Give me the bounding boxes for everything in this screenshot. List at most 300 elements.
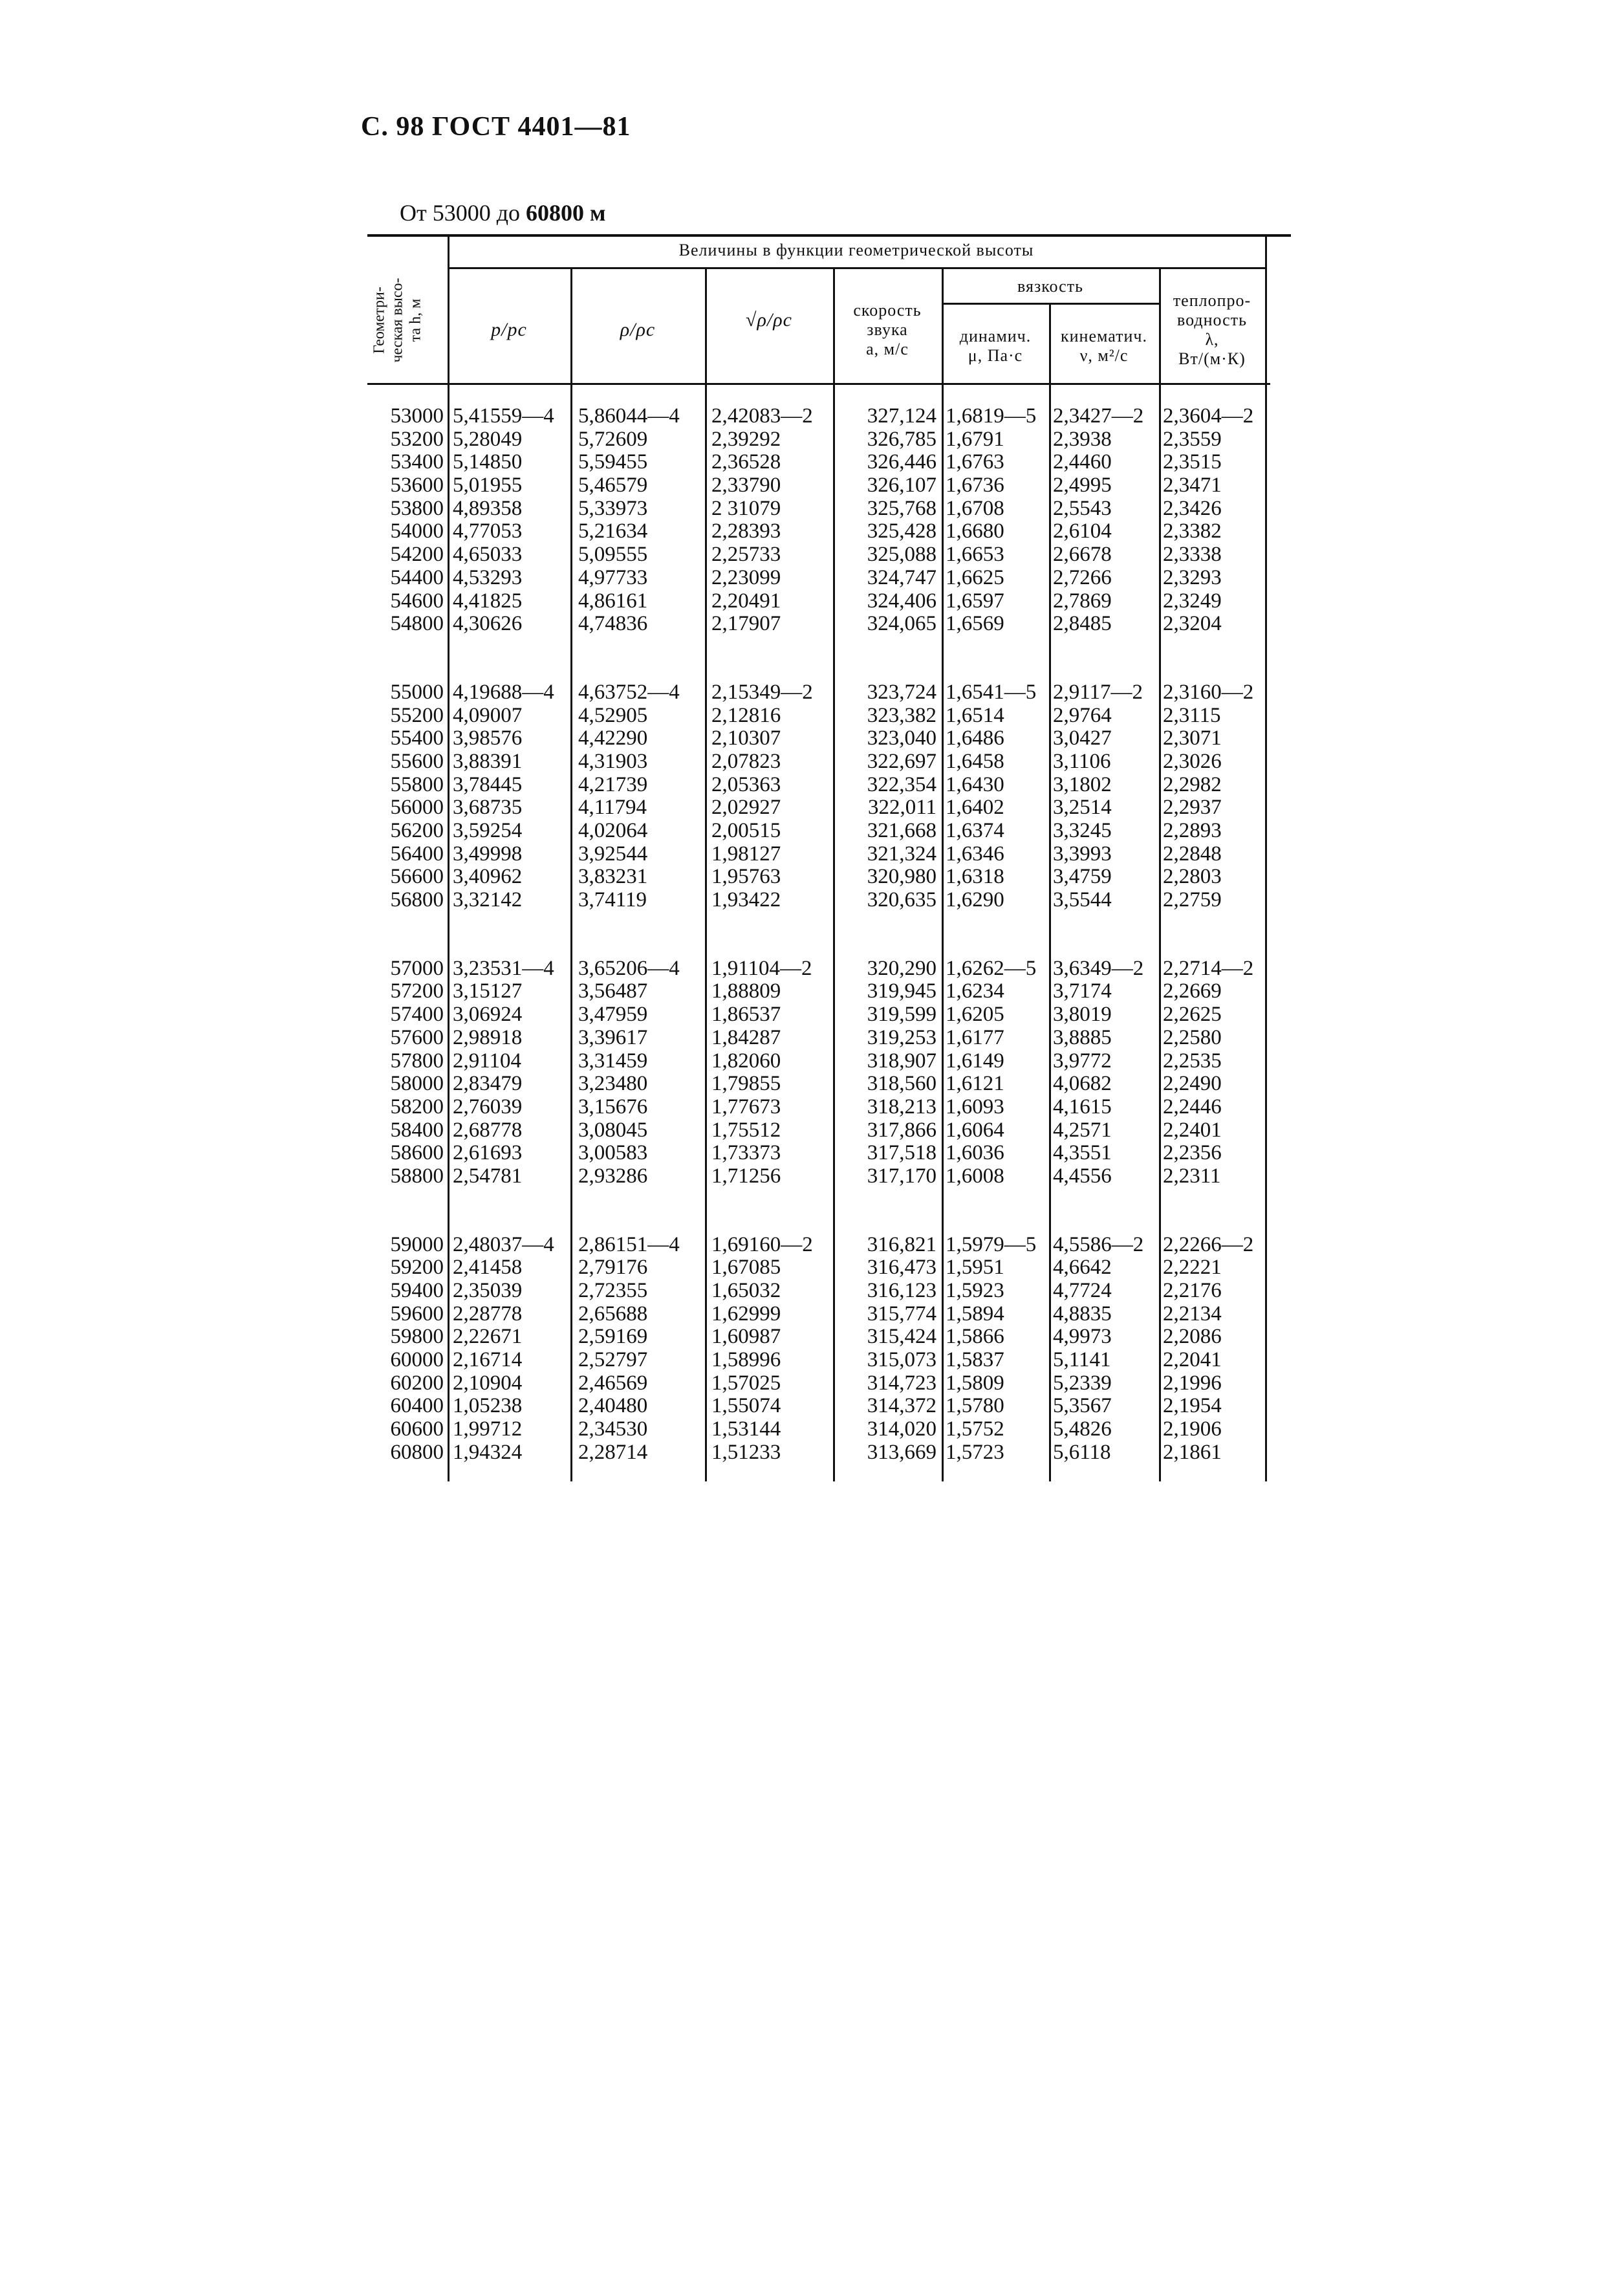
cell-sqrt: 2,10307 — [711, 726, 781, 750]
cell-height: 57800 — [390, 1049, 444, 1073]
cell-height: 54600 — [390, 589, 444, 613]
cell-height: 57600 — [390, 1025, 444, 1049]
cell-thermal-conductivity: 2,2176 — [1163, 1279, 1222, 1302]
block-gap — [374, 636, 444, 681]
cell-height: 53000 — [390, 404, 444, 428]
cell-sound-speed: 324,065 — [867, 612, 937, 636]
cell-sound-speed: 326,107 — [867, 474, 937, 497]
block-gap — [453, 1188, 570, 1234]
cell-dynamic-viscosity: 1,5752 — [946, 1417, 1004, 1441]
cell-dynamic-viscosity: 1,6597 — [946, 589, 1004, 613]
cell-sqrt: 2,28393 — [711, 519, 781, 543]
cell-p: 3,68735 — [453, 796, 523, 820]
block-gap — [578, 1188, 705, 1234]
cell-thermal-conductivity: 2,2580 — [1163, 1025, 1222, 1049]
cell-height: 54000 — [390, 519, 444, 543]
cell-thermal-conductivity: 2,2803 — [1163, 865, 1222, 889]
cell-thermal-conductivity: 2,2625 — [1163, 1003, 1222, 1027]
cell-kinematic-viscosity: 3,6349—2 — [1053, 956, 1144, 980]
cell-thermal-conductivity: 2,3249 — [1163, 589, 1222, 613]
cell-rho: 2,59169 — [578, 1325, 648, 1349]
cell-kinematic-viscosity: 3,7174 — [1053, 979, 1112, 1003]
cell-height: 58000 — [390, 1072, 444, 1096]
column-sound-speed — [838, 405, 937, 1465]
cell-dynamic-viscosity: 1,5837 — [946, 1348, 1004, 1372]
cell-kinematic-viscosity: 4,9973 — [1053, 1325, 1112, 1349]
cell-sound-speed: 324,747 — [867, 565, 937, 589]
cell-rho: 2,52797 — [578, 1348, 648, 1372]
cell-dynamic-viscosity: 1,6791 — [946, 427, 1004, 451]
cell-dynamic-viscosity: 1,6374 — [946, 819, 1004, 842]
cell-rho: 2,79176 — [578, 1256, 648, 1280]
range-title-prefix: От 53000 до — [400, 200, 521, 226]
cell-sqrt: 1,51233 — [711, 1440, 781, 1464]
cell-height: 59000 — [390, 1232, 444, 1256]
cell-sqrt: 1,91104—2 — [711, 956, 812, 980]
column-kinematic-viscosity — [1053, 405, 1159, 1465]
col-rule-2 — [570, 269, 572, 1481]
column-rho — [578, 405, 705, 1465]
cell-dynamic-viscosity: 1,5809 — [946, 1371, 1004, 1395]
table-top-rule — [367, 234, 1291, 237]
cell-thermal-conductivity: 2,2266—2 — [1163, 1232, 1254, 1256]
block-gap — [1053, 1188, 1159, 1234]
cell-sqrt: 1,73373 — [711, 1141, 781, 1165]
cell-thermal-conductivity: 2,1861 — [1163, 1440, 1222, 1464]
cell-p: 3,78445 — [453, 772, 523, 796]
cell-rho: 3,83231 — [578, 865, 648, 889]
cell-dynamic-viscosity: 1,6346 — [946, 842, 1004, 866]
block-gap — [946, 1188, 1049, 1234]
cell-rho: 5,33973 — [578, 496, 648, 520]
cell-rho: 4,02064 — [578, 819, 648, 842]
cell-sqrt: 2,39292 — [711, 427, 781, 451]
cell-kinematic-viscosity: 2,6678 — [1053, 543, 1112, 567]
cell-sound-speed: 318,907 — [867, 1049, 937, 1073]
cell-p: 3,59254 — [453, 819, 523, 842]
cell-dynamic-viscosity: 1,5866 — [946, 1325, 1004, 1349]
cell-sqrt: 1,58996 — [711, 1348, 781, 1372]
cell-height: 59200 — [390, 1256, 444, 1280]
cell-kinematic-viscosity: 4,6642 — [1053, 1256, 1112, 1280]
cell-rho: 2,72355 — [578, 1279, 648, 1302]
cell-rho: 3,92544 — [578, 842, 648, 866]
cell-dynamic-viscosity: 1,6177 — [946, 1025, 1004, 1049]
block-gap — [946, 636, 1049, 681]
cell-sound-speed: 315,073 — [867, 1348, 937, 1372]
cell-sqrt: 2,25733 — [711, 543, 781, 567]
cell-height: 57400 — [390, 1003, 444, 1027]
cell-dynamic-viscosity: 1,6541—5 — [946, 680, 1037, 704]
column-sqrt — [711, 405, 833, 1465]
cell-sound-speed: 323,040 — [867, 726, 937, 750]
block-gap — [838, 912, 937, 957]
cell-dynamic-viscosity: 1,5951 — [946, 1256, 1004, 1280]
cell-p: 2,22671 — [453, 1325, 523, 1349]
page-header: С. 98 ГОСТ 4401—81 — [361, 112, 631, 142]
cell-dynamic-viscosity: 1,5923 — [946, 1279, 1004, 1302]
cell-sqrt: 1,65032 — [711, 1279, 781, 1302]
cell-p: 2,91104 — [453, 1049, 522, 1073]
cell-height: 58200 — [390, 1095, 444, 1119]
cell-kinematic-viscosity: 2,3427—2 — [1053, 404, 1144, 428]
cell-p: 3,23531—4 — [453, 956, 554, 980]
cell-p: 2,48037—4 — [453, 1232, 554, 1256]
cell-dynamic-viscosity: 1,6486 — [946, 726, 1004, 750]
cell-sqrt: 1,82060 — [711, 1049, 781, 1073]
cell-thermal-conductivity: 2,2937 — [1163, 796, 1222, 820]
cell-thermal-conductivity: 2,2134 — [1163, 1302, 1222, 1326]
cell-kinematic-viscosity: 3,5544 — [1053, 888, 1112, 912]
header-height-col — [369, 256, 427, 385]
cell-kinematic-viscosity: 3,1802 — [1053, 772, 1112, 796]
cell-kinematic-viscosity: 4,0682 — [1053, 1072, 1112, 1096]
cell-sound-speed: 321,324 — [867, 842, 937, 866]
cell-rho: 3,08045 — [578, 1118, 648, 1142]
cell-sound-speed: 322,354 — [867, 772, 937, 796]
cell-dynamic-viscosity: 1,6149 — [946, 1049, 1004, 1073]
cell-sqrt: 1,71256 — [711, 1164, 781, 1188]
cell-sound-speed: 319,253 — [867, 1025, 937, 1049]
cell-rho: 4,74836 — [578, 612, 648, 636]
cell-sqrt: 2,15349—2 — [711, 680, 813, 704]
cell-thermal-conductivity: 2,3382 — [1163, 519, 1222, 543]
cell-p: 5,14850 — [453, 450, 523, 474]
cell-rho: 2,28714 — [578, 1440, 648, 1464]
cell-height: 59800 — [390, 1325, 444, 1349]
cell-sound-speed: 323,382 — [867, 703, 937, 727]
cell-rho: 4,31903 — [578, 749, 648, 773]
cell-dynamic-viscosity: 1,6736 — [946, 474, 1004, 497]
cell-dynamic-viscosity: 1,6008 — [946, 1164, 1004, 1188]
range-title-value: 60800 м — [526, 200, 606, 226]
cell-p: 3,88391 — [453, 749, 523, 773]
cell-p: 2,35039 — [453, 1279, 523, 1302]
header-bottom-rule — [367, 383, 1270, 385]
cell-height: 56000 — [390, 796, 444, 820]
cell-rho: 5,21634 — [578, 519, 648, 543]
cell-kinematic-viscosity: 3,3245 — [1053, 819, 1112, 842]
cell-sqrt: 1,55074 — [711, 1394, 781, 1418]
cell-sound-speed: 320,635 — [867, 888, 937, 912]
col-rule-5 — [942, 269, 944, 1481]
block-gap — [1053, 912, 1159, 957]
cell-sound-speed: 319,945 — [867, 979, 937, 1003]
cell-kinematic-viscosity: 5,3567 — [1053, 1394, 1112, 1418]
cell-sqrt: 1,69160—2 — [711, 1232, 813, 1256]
cell-dynamic-viscosity: 1,6036 — [946, 1141, 1004, 1165]
cell-kinematic-viscosity: 4,7724 — [1053, 1279, 1112, 1302]
cell-rho: 4,21739 — [578, 772, 648, 796]
cell-rho: 3,39617 — [578, 1025, 648, 1049]
cell-kinematic-viscosity: 3,1106 — [1053, 749, 1111, 773]
cell-height: 55400 — [390, 726, 444, 750]
cell-p: 2,98918 — [453, 1025, 523, 1049]
cell-sound-speed: 318,560 — [867, 1072, 937, 1096]
cell-sound-speed: 317,518 — [867, 1141, 937, 1165]
cell-thermal-conductivity: 2,2714—2 — [1163, 956, 1254, 980]
cell-dynamic-viscosity: 1,6458 — [946, 749, 1004, 773]
cell-rho: 4,52905 — [578, 703, 648, 727]
cell-rho: 5,86044—4 — [578, 404, 680, 428]
cell-kinematic-viscosity: 4,4556 — [1053, 1164, 1112, 1188]
cell-p: 5,28049 — [453, 427, 523, 451]
column-height — [374, 405, 444, 1465]
cell-p: 4,65033 — [453, 543, 523, 567]
cell-rho: 5,46579 — [578, 474, 648, 497]
block-gap — [946, 912, 1049, 957]
cell-height: 53800 — [390, 496, 444, 520]
cell-rho: 3,65206—4 — [578, 956, 680, 980]
cell-sqrt: 1,67085 — [711, 1256, 781, 1280]
header-rho: ρ/ρc — [620, 319, 656, 340]
cell-sqrt: 2 31079 — [711, 496, 781, 520]
cell-p: 2,28778 — [453, 1302, 523, 1326]
cell-p: 5,01955 — [453, 474, 523, 497]
cell-sqrt: 1,57025 — [711, 1371, 781, 1395]
cell-height: 55800 — [390, 772, 444, 796]
cell-sqrt: 2,23099 — [711, 565, 781, 589]
cell-sound-speed: 327,124 — [867, 404, 937, 428]
cell-sqrt: 1,77673 — [711, 1095, 781, 1119]
cell-thermal-conductivity: 2,3604—2 — [1163, 404, 1254, 428]
header-thermal-conductivity: теплопро- водность λ, Вт/(м·К) — [1173, 291, 1251, 368]
cell-height: 60200 — [390, 1371, 444, 1395]
cell-height: 55600 — [390, 749, 444, 773]
cell-thermal-conductivity: 2,2982 — [1163, 772, 1222, 796]
cell-sound-speed: 326,785 — [867, 427, 937, 451]
cell-height: 54800 — [390, 612, 444, 636]
block-gap — [711, 1188, 833, 1234]
cell-thermal-conductivity: 2,2490 — [1163, 1072, 1222, 1096]
cell-sound-speed: 322,697 — [867, 749, 937, 773]
cell-height: 53200 — [390, 427, 444, 451]
cell-kinematic-viscosity: 5,2339 — [1053, 1371, 1112, 1395]
cell-sqrt: 2,36528 — [711, 450, 781, 474]
cell-sqrt: 2,42083—2 — [711, 404, 813, 428]
block-gap — [838, 636, 937, 681]
cell-p: 2,76039 — [453, 1095, 523, 1119]
cell-rho: 4,42290 — [578, 726, 648, 750]
cell-kinematic-viscosity: 3,9772 — [1053, 1049, 1112, 1073]
cell-thermal-conductivity: 2,2086 — [1163, 1325, 1222, 1349]
header-viscosity: вязкость — [1017, 277, 1083, 296]
cell-p: 3,40962 — [453, 865, 523, 889]
cell-sound-speed: 323,724 — [867, 680, 937, 704]
cell-sound-speed: 313,669 — [867, 1440, 937, 1464]
cell-p: 4,77053 — [453, 519, 523, 543]
cell-thermal-conductivity: 2,2535 — [1163, 1049, 1222, 1073]
cell-p: 4,30626 — [453, 612, 523, 636]
block-gap — [711, 636, 833, 681]
cell-thermal-conductivity: 2,1954 — [1163, 1394, 1222, 1418]
block-gap — [1053, 636, 1159, 681]
cell-kinematic-viscosity: 3,2514 — [1053, 796, 1112, 820]
cell-sound-speed: 316,473 — [867, 1256, 937, 1280]
cell-p: 2,41458 — [453, 1256, 523, 1280]
cell-sqrt: 2,02927 — [711, 796, 781, 820]
col-rule-4 — [833, 269, 835, 1481]
header-sqrt: √ρ/ρc — [746, 309, 792, 331]
cell-rho: 2,65688 — [578, 1302, 648, 1326]
cell-height: 53600 — [390, 474, 444, 497]
cell-kinematic-viscosity: 4,3551 — [1053, 1141, 1112, 1165]
col-rule-1 — [448, 237, 449, 1481]
cell-sqrt: 2,00515 — [711, 819, 781, 842]
cell-dynamic-viscosity: 1,5723 — [946, 1440, 1004, 1464]
cell-dynamic-viscosity: 1,6234 — [946, 979, 1004, 1003]
cell-thermal-conductivity: 2,3338 — [1163, 543, 1222, 567]
cell-dynamic-viscosity: 1,5894 — [946, 1302, 1004, 1326]
cell-kinematic-viscosity: 3,8885 — [1053, 1025, 1112, 1049]
cell-dynamic-viscosity: 1,6262—5 — [946, 956, 1037, 980]
cell-height: 55200 — [390, 703, 444, 727]
cell-p: 3,15127 — [453, 979, 523, 1003]
cell-p: 3,32142 — [453, 888, 523, 912]
cell-thermal-conductivity: 2,2041 — [1163, 1348, 1222, 1372]
cell-rho: 4,86161 — [578, 589, 648, 613]
header-height-label: Геометри- ческая высо- та h, м — [371, 278, 424, 363]
cell-p: 4,53293 — [453, 565, 523, 589]
cell-rho: 2,46569 — [578, 1371, 648, 1395]
cell-rho: 5,59455 — [578, 450, 648, 474]
cell-thermal-conductivity: 2,3026 — [1163, 749, 1222, 773]
block-gap — [838, 1188, 937, 1234]
cell-thermal-conductivity: 2,3204 — [1163, 612, 1222, 636]
header-p: p/pc — [491, 319, 527, 340]
cell-height: 59400 — [390, 1279, 444, 1302]
cell-dynamic-viscosity: 1,6318 — [946, 865, 1004, 889]
cell-sqrt: 2,05363 — [711, 772, 781, 796]
cell-sound-speed: 318,213 — [867, 1095, 937, 1119]
cell-height: 59600 — [390, 1302, 444, 1326]
cell-dynamic-viscosity: 1,6653 — [946, 543, 1004, 567]
cell-sqrt: 1,95763 — [711, 865, 781, 889]
cell-dynamic-viscosity: 1,6763 — [946, 450, 1004, 474]
cell-sound-speed: 325,768 — [867, 496, 937, 520]
cell-sqrt: 2,17907 — [711, 612, 781, 636]
cell-height: 53400 — [390, 450, 444, 474]
cell-thermal-conductivity: 2,1996 — [1163, 1371, 1222, 1395]
cell-thermal-conductivity: 2,3293 — [1163, 565, 1222, 589]
cell-thermal-conductivity: 2,2848 — [1163, 842, 1222, 866]
cell-kinematic-viscosity: 2,4995 — [1053, 474, 1112, 497]
cell-height: 56200 — [390, 819, 444, 842]
cell-height: 60600 — [390, 1417, 444, 1441]
cell-sqrt: 1,62999 — [711, 1302, 781, 1326]
cell-height: 57200 — [390, 979, 444, 1003]
cell-kinematic-viscosity: 2,9117—2 — [1053, 680, 1143, 704]
cell-height: 56600 — [390, 865, 444, 889]
cell-rho: 2,93286 — [578, 1164, 648, 1188]
header-dynamic-viscosity: динамич. μ, Па·с — [959, 327, 1032, 365]
cell-thermal-conductivity: 2,3115 — [1163, 703, 1221, 727]
cell-height: 54400 — [390, 565, 444, 589]
cell-sqrt: 2,33790 — [711, 474, 781, 497]
cell-thermal-conductivity: 2,3471 — [1163, 474, 1222, 497]
cell-kinematic-viscosity: 2,7266 — [1053, 565, 1112, 589]
block-gap — [374, 912, 444, 957]
cell-p: 4,09007 — [453, 703, 523, 727]
cell-sound-speed: 317,866 — [867, 1118, 937, 1142]
cell-sound-speed: 320,290 — [867, 956, 937, 980]
block-gap — [374, 1188, 444, 1234]
cell-sqrt: 1,98127 — [711, 842, 781, 866]
cell-p: 5,41559—4 — [453, 404, 554, 428]
cell-kinematic-viscosity: 3,3993 — [1053, 842, 1112, 866]
block-gap — [1163, 636, 1265, 681]
block-gap — [711, 912, 833, 957]
cell-dynamic-viscosity: 1,6625 — [946, 565, 1004, 589]
cell-thermal-conductivity: 2,2401 — [1163, 1118, 1222, 1142]
cell-dynamic-viscosity: 1,5780 — [946, 1394, 1004, 1418]
cell-sqrt: 2,12816 — [711, 703, 781, 727]
cell-rho: 2,86151—4 — [578, 1232, 680, 1256]
cell-sound-speed: 314,372 — [867, 1394, 937, 1418]
column-thermal-conductivity — [1163, 405, 1265, 1465]
cell-p: 1,94324 — [453, 1440, 523, 1464]
cell-height: 55000 — [390, 680, 444, 704]
cell-sqrt: 1,93422 — [711, 888, 781, 912]
cell-p: 3,98576 — [453, 726, 523, 750]
cell-kinematic-viscosity: 3,8019 — [1053, 1003, 1112, 1027]
cell-dynamic-viscosity: 1,6064 — [946, 1118, 1004, 1142]
cell-sqrt: 1,84287 — [711, 1025, 781, 1049]
cell-sound-speed: 314,020 — [867, 1417, 937, 1441]
col-rule-8 — [1265, 237, 1267, 1481]
cell-rho: 2,34530 — [578, 1417, 648, 1441]
cell-sound-speed: 316,821 — [867, 1232, 937, 1256]
col-rule-7 — [1159, 269, 1161, 1481]
col-rule-3 — [705, 269, 707, 1481]
cell-thermal-conductivity: 2,2446 — [1163, 1095, 1222, 1119]
cell-sqrt: 1,86537 — [711, 1003, 781, 1027]
cell-height: 57000 — [390, 956, 444, 980]
cell-thermal-conductivity: 2,2759 — [1163, 888, 1222, 912]
cell-kinematic-viscosity: 4,8835 — [1053, 1302, 1112, 1326]
cell-kinematic-viscosity: 2,5543 — [1053, 496, 1112, 520]
cell-thermal-conductivity: 2,3426 — [1163, 496, 1222, 520]
cell-kinematic-viscosity: 2,7869 — [1053, 589, 1112, 613]
cell-thermal-conductivity: 2,2356 — [1163, 1141, 1222, 1165]
cell-p: 4,89358 — [453, 496, 523, 520]
cell-dynamic-viscosity: 1,6402 — [946, 796, 1004, 820]
cell-height: 58400 — [390, 1118, 444, 1142]
cell-height: 60800 — [390, 1440, 444, 1464]
cell-kinematic-viscosity: 3,4759 — [1053, 865, 1112, 889]
cell-sound-speed: 321,668 — [867, 819, 937, 842]
cell-sqrt: 1,79855 — [711, 1072, 781, 1096]
cell-rho: 3,00583 — [578, 1141, 648, 1165]
cell-p: 3,49998 — [453, 842, 523, 866]
cell-dynamic-viscosity: 1,6708 — [946, 496, 1004, 520]
cell-p: 2,16714 — [453, 1348, 523, 1372]
header-sound-speed: скорость звука a, м/с — [853, 301, 922, 358]
cell-dynamic-viscosity: 1,6569 — [946, 612, 1004, 636]
cell-sqrt: 2,20491 — [711, 589, 781, 613]
cell-rho: 4,63752—4 — [578, 680, 680, 704]
cell-sound-speed: 324,406 — [867, 589, 937, 613]
block-gap — [578, 636, 705, 681]
cell-sound-speed: 314,723 — [867, 1371, 937, 1395]
block-gap — [453, 912, 570, 957]
cell-sqrt: 1,88809 — [711, 979, 781, 1003]
cell-height: 56800 — [390, 888, 444, 912]
cell-sound-speed: 325,088 — [867, 543, 937, 567]
cell-sound-speed: 315,424 — [867, 1325, 937, 1349]
cell-p: 2,10904 — [453, 1371, 523, 1395]
cell-thermal-conductivity: 2,3559 — [1163, 427, 1222, 451]
